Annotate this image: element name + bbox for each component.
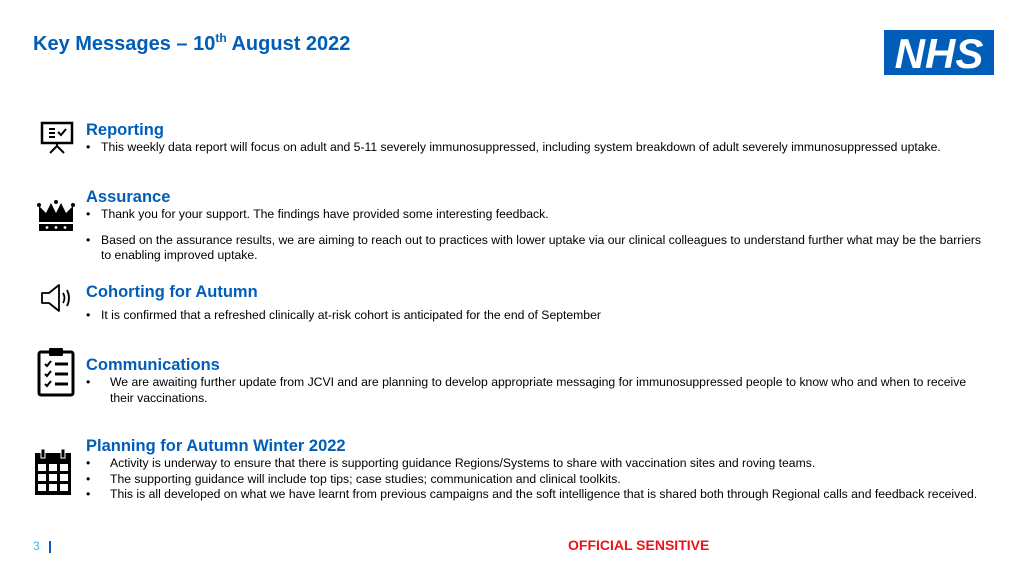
section-reporting: [86, 120, 981, 156]
list-item: • We are awaiting further update from JCVI and are planning to develop appropriate messaging for immunosuppressed people to know who and when to receive their vaccinations.: [86, 375, 967, 405]
classification-label: OFFICIAL SENSITIVE: [568, 537, 710, 553]
section-heading: Communications: [86, 356, 220, 374]
speaker-icon: [40, 282, 76, 319]
title-prefix: Key Messages – 10: [33, 33, 216, 55]
list-item: • Activity is underway to ensure that there is supporting guidance Regions/Systems to share with vaccination sites and roving teams.: [86, 456, 816, 470]
section-communications: [86, 355, 981, 406]
section-heading: Cohorting for Autumn: [86, 283, 258, 301]
section-heading: Assurance: [86, 188, 171, 206]
section-heading: Reporting: [86, 121, 164, 139]
page-number-divider: [49, 541, 51, 553]
page-number: 3: [33, 539, 40, 553]
clipboard-checklist-icon: [37, 347, 75, 402]
logo-text: NHS: [894, 30, 984, 75]
crown-icon: [37, 199, 75, 238]
calendar-icon: [34, 448, 72, 501]
section-cohorting: [86, 282, 981, 324]
section-planning: [86, 436, 981, 503]
list-item: • It is confirmed that a refreshed clinically at-risk cohort is anticipated for the end of September: [86, 308, 601, 322]
nhs-logo: [884, 30, 994, 75]
list-item: • Thank you for your support. The findings have provided some interesting feedback.: [86, 207, 549, 221]
title-superscript: th: [215, 31, 227, 45]
list-item: • This weekly data report will focus on adult and 5-11 severely immunosuppressed, including system breakdown of adult severely immunosuppressed uptake.: [86, 140, 941, 154]
list-item: • This is all developed on what we have learnt from previous campaigns and the soft intelligence that is shared both through Regional calls and feedback received.: [86, 487, 978, 501]
page-title: [33, 33, 350, 56]
list-item: • Based on the assurance results, we are aiming to reach out to practices with lower uptake via our clinical colleagues to understand further what may be the barriers to enabling improved uptake.: [86, 232, 981, 262]
title-suffix: August 2022: [226, 33, 351, 55]
section-heading: Planning for Autumn Winter 2022: [86, 437, 346, 455]
section-assurance: [86, 187, 981, 264]
presentation-board-icon: [40, 120, 74, 159]
list-item: • The supporting guidance will include top tips; case studies; communication and clinical toolkits.: [86, 471, 621, 486]
